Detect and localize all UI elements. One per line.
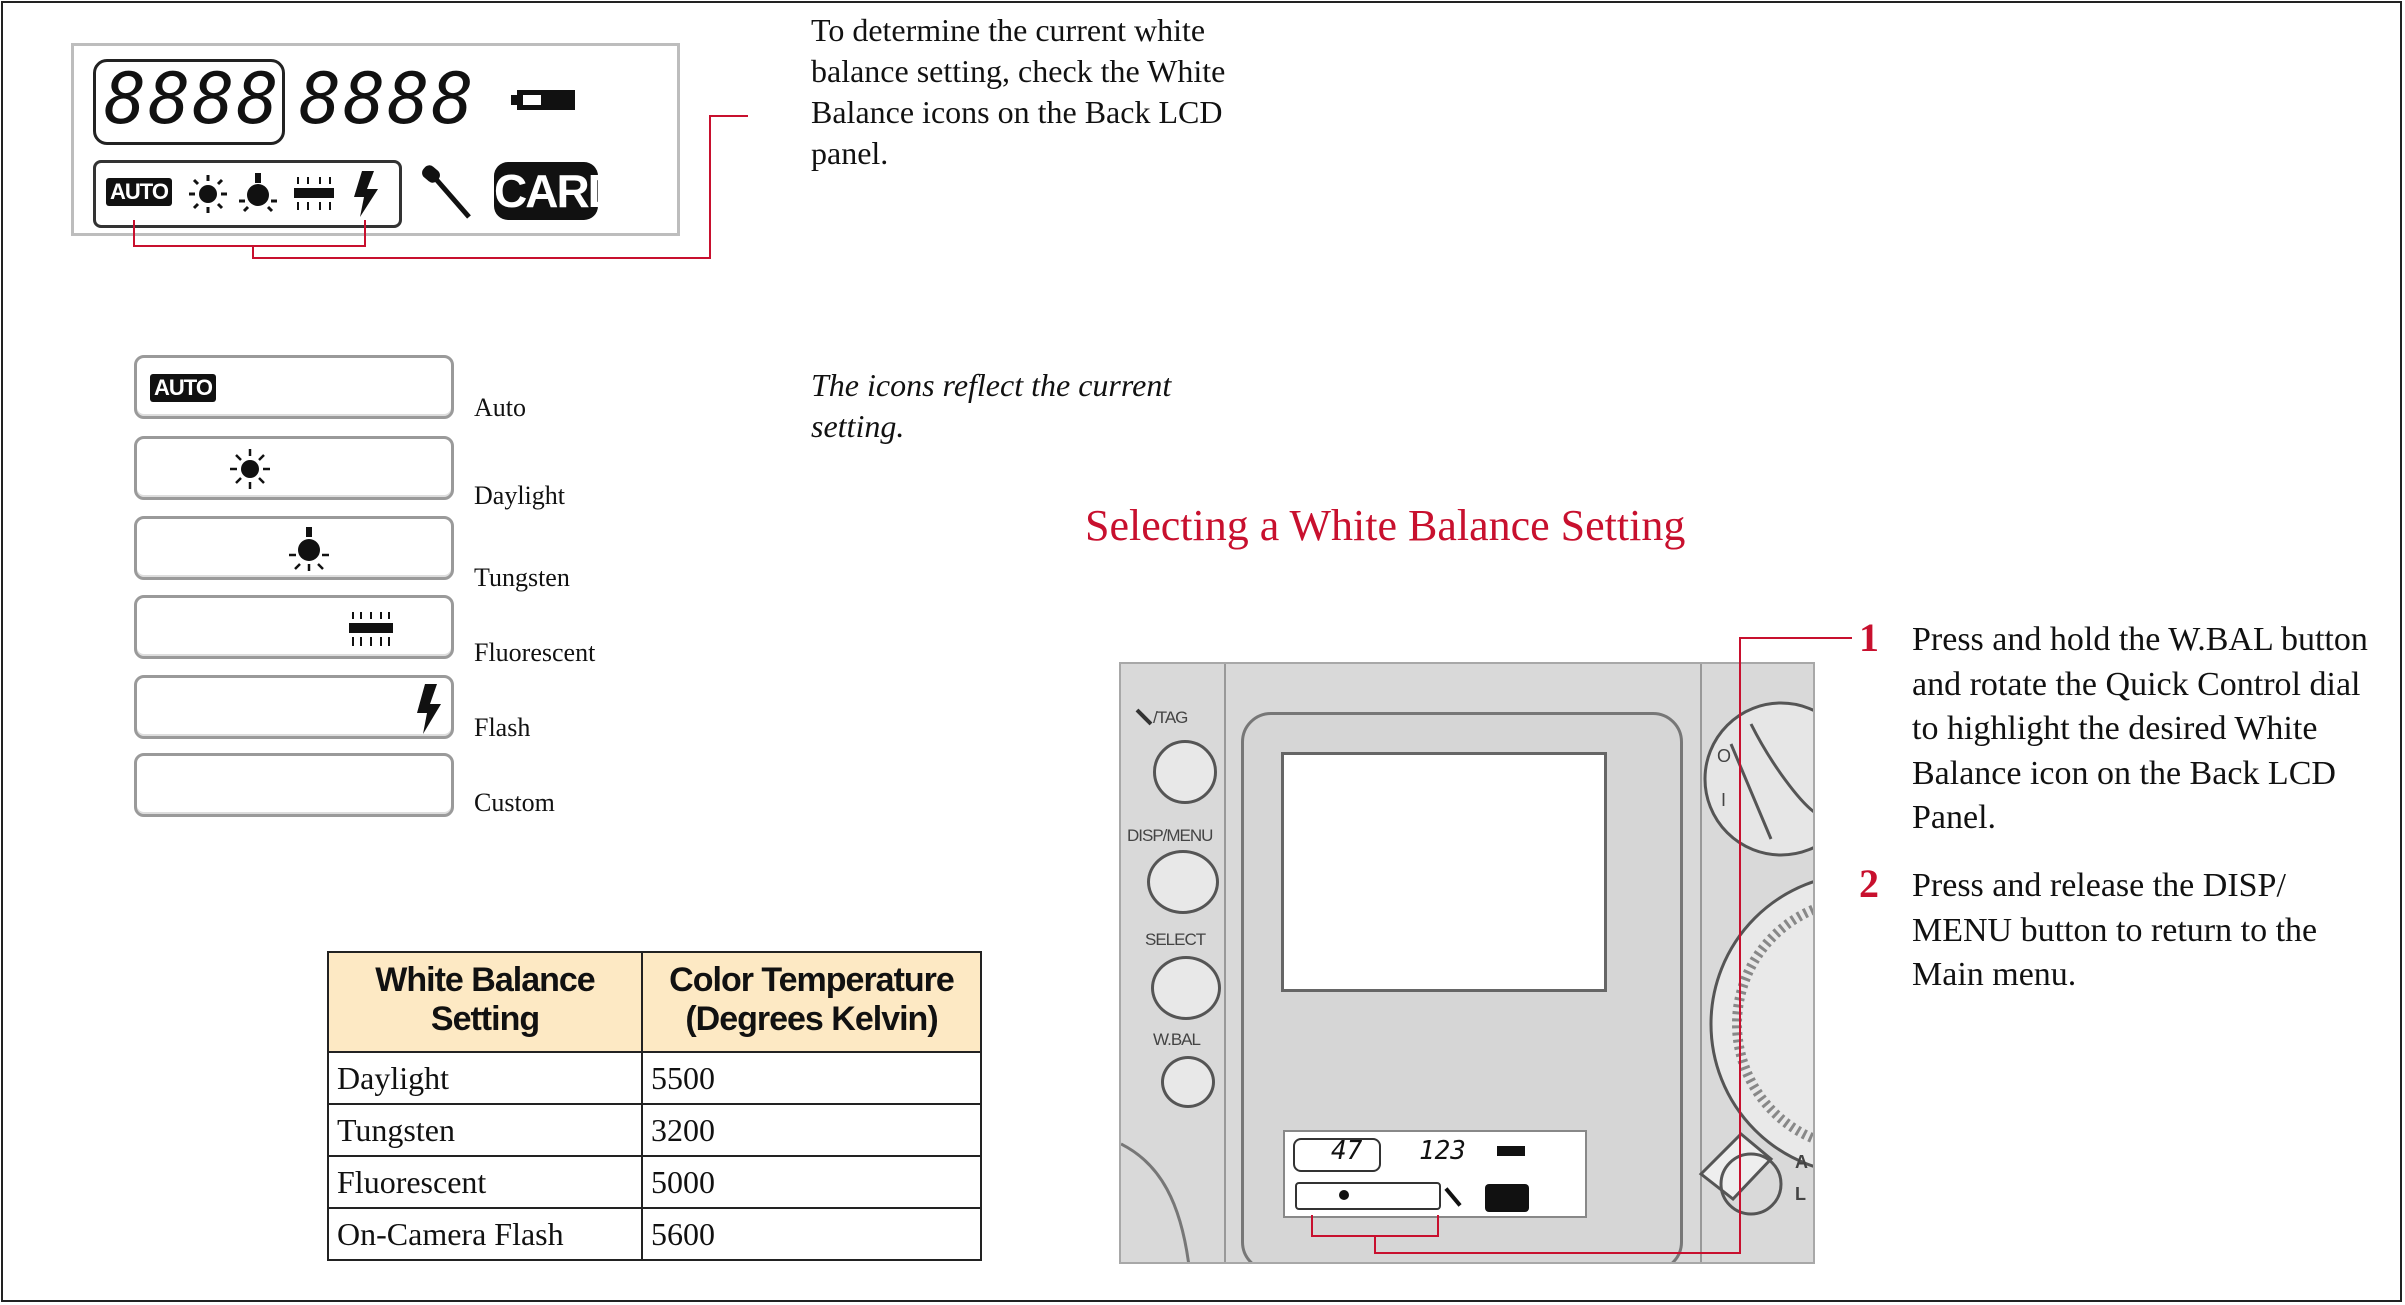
lock-label-l: L xyxy=(1795,1184,1805,1204)
disp-menu-button-label: DISP/MENU xyxy=(1127,826,1213,845)
section-heading: Selecting a White Balance Setting xyxy=(1085,501,1686,550)
tag-button xyxy=(1153,740,1217,804)
icons-note: The icons reflect the current setting. xyxy=(811,367,1172,444)
wb-label-fluorescent: Fluorescent xyxy=(474,638,596,667)
camera-screen xyxy=(1281,752,1607,992)
wb-label-custom: Custom xyxy=(474,788,555,817)
wb-box-fluorescent xyxy=(134,595,454,659)
camera-back-lcd xyxy=(1283,1130,1587,1218)
battery-icon xyxy=(1497,1146,1525,1156)
power-switch-label-on: O xyxy=(1717,746,1731,766)
table-header-setting: White Balance Setting xyxy=(328,952,642,1052)
table-row xyxy=(328,1104,981,1156)
wbal-button-label: W.BAL xyxy=(1153,1030,1200,1049)
table-cell: 3200 xyxy=(642,1104,981,1156)
fluorescent-icon xyxy=(345,608,397,650)
card-icon xyxy=(1485,1184,1529,1212)
disp-menu-button xyxy=(1147,850,1219,914)
sun-icon xyxy=(1339,1190,1349,1200)
callout-lines-top xyxy=(0,0,760,270)
auto-badge: AUTO xyxy=(106,178,172,206)
wb-box-tungsten xyxy=(134,516,454,580)
select-button-label: SELECT xyxy=(1145,930,1206,949)
step-number-1: 1 xyxy=(1859,615,1879,660)
wbal-button xyxy=(1161,1056,1215,1108)
lock-label-a: A xyxy=(1795,1152,1807,1172)
wb-label-daylight: Daylight xyxy=(474,481,565,510)
auto-icon: AUTO xyxy=(150,374,216,402)
sun-icon xyxy=(228,447,272,491)
table-row xyxy=(328,1156,981,1208)
wb-label-flash: Flash xyxy=(474,713,531,742)
select-button xyxy=(1151,956,1221,1020)
lcd-wb-strip xyxy=(1295,1182,1441,1210)
table-cell: On-Camera Flash xyxy=(328,1208,642,1260)
wb-label-tungsten: Tungsten xyxy=(474,563,570,592)
wb-box-custom xyxy=(134,753,454,817)
table-cell: 5600 xyxy=(642,1208,981,1260)
table-header-temperature: Color Temperature (Degrees Kelvin) xyxy=(642,952,981,1052)
table-cell: Fluorescent xyxy=(328,1156,642,1208)
lcd-counter-right: 123 xyxy=(1419,1136,1466,1166)
table-cell: 5000 xyxy=(642,1156,981,1208)
wb-box-flash xyxy=(134,675,454,739)
wb-box-daylight xyxy=(134,436,454,500)
wand-icon xyxy=(1444,1187,1461,1206)
bulb-icon xyxy=(287,525,331,573)
table-cell: 5500 xyxy=(642,1052,981,1104)
step-text-2: Press and release the DISP/ MENU button to return to the Main menu. xyxy=(1912,867,2318,993)
wand-icon xyxy=(1135,708,1153,726)
table-cell: Daylight xyxy=(328,1052,642,1104)
wb-label-auto: Auto xyxy=(474,393,526,422)
tag-button-label: /TAG xyxy=(1153,708,1188,727)
camera-back-illustration xyxy=(1119,662,1815,1264)
card-badge: CARD xyxy=(494,162,598,220)
color-temperature-table xyxy=(327,951,982,1261)
table-cell: Tungsten xyxy=(328,1104,642,1156)
flash-icon xyxy=(411,682,445,736)
table-row xyxy=(328,1052,981,1104)
step-text-1: Press and hold the W.BAL button and rotate the Quick Control dial to highlight the desired White Balance icon on the Back LCD Panel. xyxy=(1912,621,2368,836)
frame-counter: 8888 xyxy=(104,58,281,140)
power-switch-label-off: I xyxy=(1721,790,1726,810)
table-row xyxy=(328,1208,981,1260)
step-number-2: 2 xyxy=(1859,861,1879,906)
shots-counter: 8888 xyxy=(299,58,476,140)
intro-text: To determine the current white balance setting, check the White Balance icons on the Back LCD panel. xyxy=(811,12,1226,171)
lcd-counter-left: 47 xyxy=(1331,1136,1363,1166)
wb-box-auto xyxy=(134,355,454,419)
